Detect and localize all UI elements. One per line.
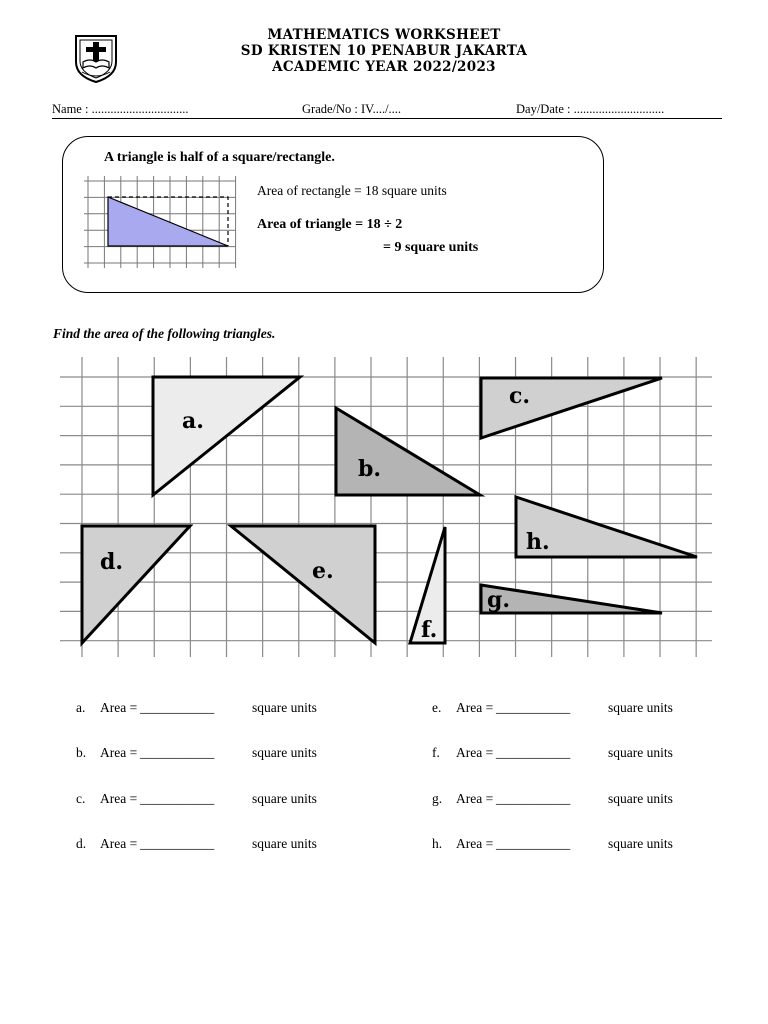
answer-area-label: Area = — [100, 791, 138, 806]
answer-row-d[interactable] — [76, 836, 317, 852]
name-field[interactable]: Name : ............................... — [52, 102, 189, 116]
triangle-label-f: f. — [421, 617, 438, 643]
triangle-area-text: Area of triangle = 18 ÷ 2 — [257, 217, 403, 232]
academic-year: ACADEMIC YEAR 2022/2023 — [272, 59, 496, 75]
school-name: SD KRISTEN 10 PENABUR JAKARTA — [240, 43, 528, 59]
answer-unit: square units — [608, 836, 673, 851]
answer-letter: b. — [76, 745, 87, 760]
answer-unit: square units — [252, 791, 317, 806]
rectangle-area-text: Area of rectangle = 18 square units — [257, 183, 447, 198]
answer-blank[interactable]: ___________ — [140, 745, 215, 760]
answer-letter: e. — [432, 700, 442, 715]
answer-row-f[interactable] — [432, 745, 673, 761]
answer-letter: d. — [76, 836, 87, 851]
answer-row-b[interactable] — [76, 745, 317, 761]
answer-row-g[interactable] — [432, 791, 673, 807]
answer-blank[interactable]: ___________ — [140, 836, 215, 851]
triangle-label-b: b. — [358, 456, 382, 482]
answer-area-label: Area = — [456, 745, 494, 760]
worksheet-title: MATHEMATICS WORKSHEET — [267, 27, 501, 43]
answer-unit: square units — [252, 745, 317, 760]
answer-row-h[interactable] — [432, 836, 673, 852]
triangle-label-c: c. — [509, 383, 531, 409]
answer-letter: g. — [432, 791, 443, 806]
answer-row-c[interactable] — [76, 791, 317, 807]
answer-unit: square units — [608, 745, 673, 760]
answer-area-label: Area = — [100, 700, 138, 715]
answer-area-label: Area = — [456, 791, 494, 806]
triangle-label-h: h. — [526, 529, 550, 555]
triangles-grid — [60, 355, 716, 659]
triangle-e — [231, 526, 375, 643]
answer-letter: f. — [432, 745, 440, 760]
triangle-label-a: a. — [182, 408, 204, 434]
answer-area-label: Area = — [100, 836, 138, 851]
example-title: A triangle is half of a square/rectangle. — [104, 150, 335, 165]
answer-blank[interactable]: ___________ — [496, 745, 571, 760]
task-instruction: Find the area of the following triangles. — [53, 326, 276, 341]
triangle-area-result: = 9 square units — [383, 240, 479, 255]
answer-unit: square units — [252, 700, 317, 715]
example-grid — [80, 172, 240, 272]
triangle-label-d: d. — [100, 549, 124, 575]
triangle-label-g: g. — [487, 587, 511, 613]
answer-letter: c. — [76, 791, 86, 806]
answer-blank[interactable]: ___________ — [496, 791, 571, 806]
answer-area-label: Area = — [456, 836, 494, 851]
triangle-d — [82, 526, 190, 643]
answer-area-label: Area = — [100, 745, 138, 760]
grade-field[interactable]: Grade/No : IV..../.... — [302, 102, 402, 116]
header-divider — [52, 118, 722, 119]
example-triangle — [108, 197, 228, 246]
date-field[interactable]: Day/Date : ............................. — [516, 102, 665, 116]
answer-area-label: Area = — [456, 700, 494, 715]
answer-blank[interactable]: ___________ — [496, 836, 571, 851]
answer-letter: a. — [76, 700, 86, 715]
answer-unit: square units — [608, 700, 673, 715]
answer-blank[interactable]: ___________ — [140, 700, 215, 715]
answer-letter: h. — [432, 836, 443, 851]
answer-row-e[interactable] — [432, 700, 673, 716]
answer-row-a[interactable] — [76, 700, 317, 716]
answer-unit: square units — [608, 791, 673, 806]
answer-unit: square units — [252, 836, 317, 851]
answer-blank[interactable]: ___________ — [496, 700, 571, 715]
answer-blank[interactable]: ___________ — [140, 791, 215, 806]
triangle-label-e: e. — [312, 558, 334, 584]
